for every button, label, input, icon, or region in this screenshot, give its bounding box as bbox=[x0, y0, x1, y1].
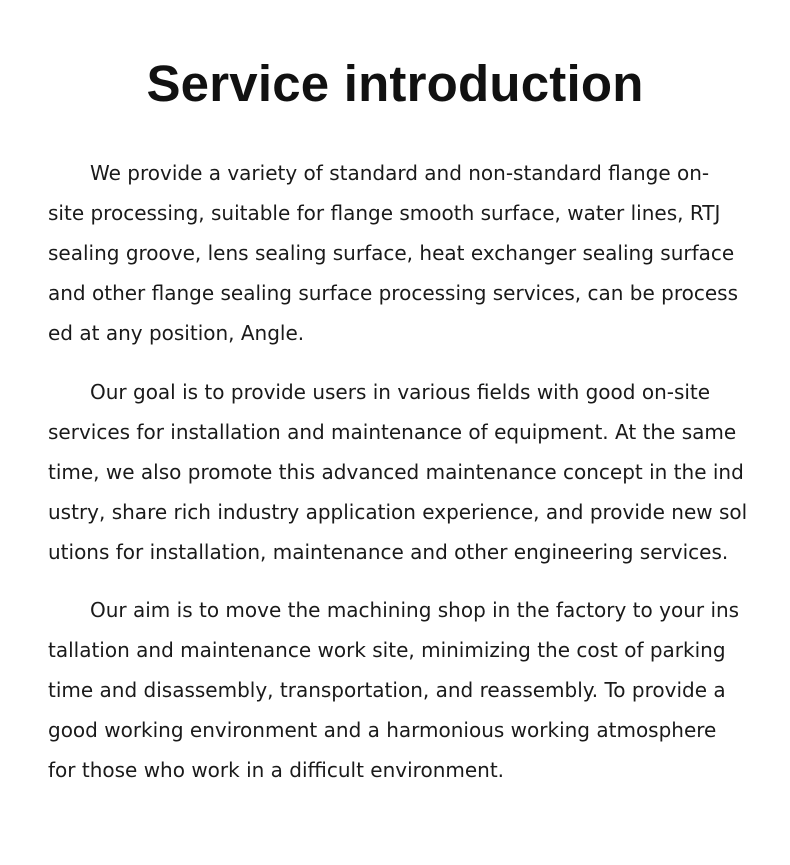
paragraph-goal bbox=[48, 372, 747, 572]
paragraph-line: utions for installation, maintenance and other engineering services. bbox=[48, 540, 729, 564]
paragraph-line: good working environment and a harmonious working atmosphere bbox=[48, 718, 717, 742]
paragraph-line: Our aim is to move the machining shop in the factory to your ins bbox=[90, 598, 740, 622]
page-title: Service introduction bbox=[146, 55, 644, 112]
paragraph-line: tallation and maintenance work site, minimizing the cost of parking bbox=[48, 638, 726, 662]
paragraph-line: time, we also promote this advanced maintenance concept in the ind bbox=[48, 460, 744, 484]
paragraph-line: time and disassembly, transportation, and reassembly. To provide a bbox=[48, 678, 726, 702]
paragraph-line: ed at any position, Angle. bbox=[48, 321, 305, 345]
paragraph-line: services for installation and maintenance of equipment. At the same bbox=[48, 420, 737, 444]
paragraph-line: for those who work in a difficult environment. bbox=[48, 758, 505, 782]
paragraph-line: and other flange sealing surface processing services, can be process bbox=[48, 281, 739, 305]
paragraph-line: ustry, share rich industry application experience, and provide new sol bbox=[48, 500, 748, 524]
paragraph-line: site processing, suitable for flange smooth surface, water lines, RTJ bbox=[48, 201, 721, 225]
paragraph-line: sealing groove, lens sealing surface, heat exchanger sealing surface bbox=[48, 241, 735, 265]
paragraph-line: We provide a variety of standard and non-standard flange on- bbox=[90, 161, 710, 185]
paragraph-services bbox=[48, 153, 738, 353]
paragraph-aim bbox=[48, 590, 739, 790]
paragraph-line: Our goal is to provide users in various fields with good on-site bbox=[90, 380, 711, 404]
